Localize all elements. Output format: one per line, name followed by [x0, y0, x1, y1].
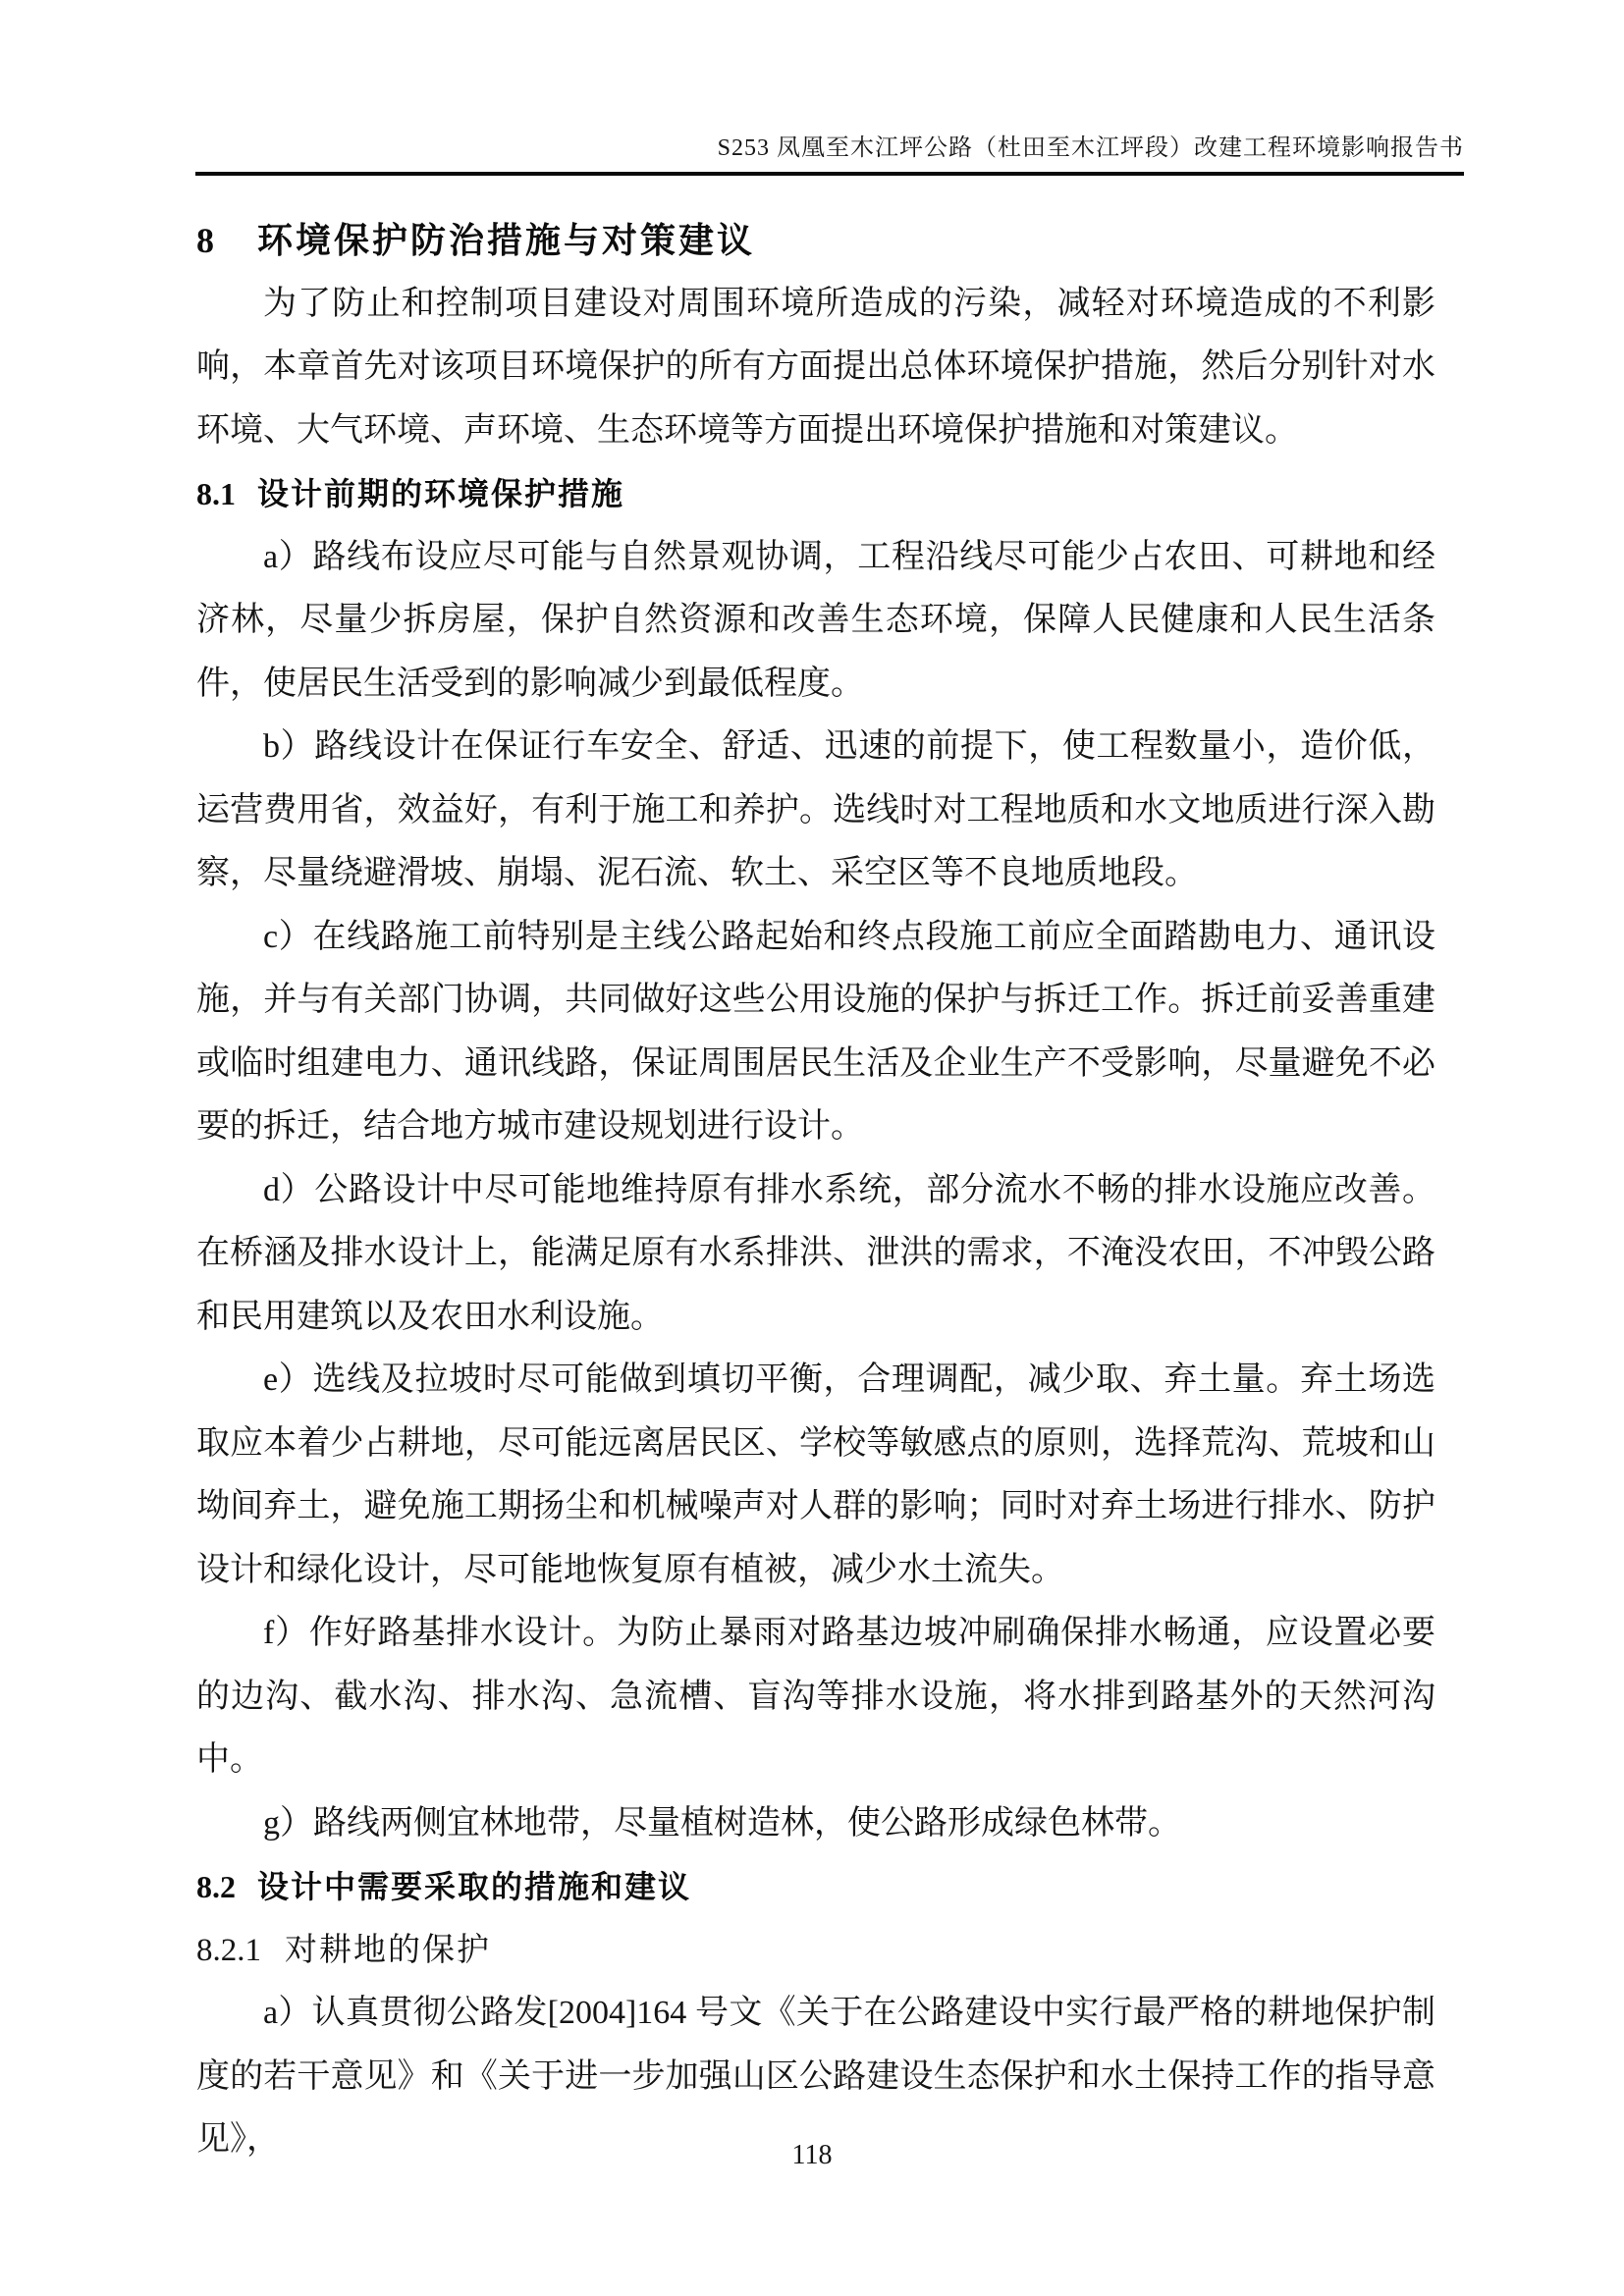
measure-item-e: e）选线及拉坡时尽可能做到填切平衡，合理调配，减少取、弃土量。弃土场选取应本着少占耕地，尽可能远离居民区、学校等敏感点的原则，选择荒沟、荒坡和山坳间弃土，避免施工期扬尘和机械噪声对人群的影响；同时对弃土场进行排水、防护设计和绿化设计，尽可能地恢复原有植被，减少水土流失。: [196, 1362, 1435, 1588]
measure-item-d: d）公路设计中尽可能地维持原有排水系统，部分流水不畅的排水设施应改善。在桥涵及排水设计上，能满足原有水系排洪、泄洪的需求，不淹没农田，不冲毁公路和民用建筑以及农田水利设施。: [196, 1171, 1435, 1335]
subsection-8-2-1-number: 8.2.1: [196, 1932, 261, 1968]
chapter-intro-paragraph: 为了防止和控制项目建设对周围环境所造成的污染，减轻对环境造成的不利影响，本章首先对该项目环境保护的所有方面提出总体环境保护措施，然后分别针对水环境、大气环境、声环境、生态环境等方面提出环境保护措施和对策建议。: [196, 285, 1435, 449]
measure-item-f: f）作好路基排水设计。为防止暴雨对路基边坡冲刷确保排水畅通，应设置必要的边沟、截水沟、排水沟、急流槽、盲沟等排水设施，将水排到路基外的天然河沟中。: [196, 1615, 1435, 1778]
chapter-heading: [196, 209, 1435, 273]
farmland-item-a: a）认真贯彻公路发[2004]164 号文《关于在公路建设中实行最严格的耕地保护制度的若干意见》和《关于进一步加强山区公路建设生态保护和水土保持工作的指导意见》，: [196, 1995, 1435, 2158]
chapter-number: 8: [196, 221, 214, 260]
page-content: [196, 209, 1435, 2172]
section-8-1-title: 设计前期的环境保护措施: [257, 476, 625, 511]
section-8-2-heading: [196, 1855, 1435, 1919]
subsection-8-2-1-title: 对耕地的保护: [285, 1932, 491, 1968]
subsection-8-2-1-heading: [196, 1919, 1435, 1983]
measure-item-a: a）路线布设应尽可能与自然景观协调，工程沿线尽可能少占农田、可耕地和经济林，尽量少拆房屋，保护自然资源和改善生态环境，保障人民健康和人民生活条件，使居民生活受到的影响减少到最低程度。: [196, 538, 1435, 702]
measure-item-c: c）在线路施工前特别是主线公路起始和终点段施工前应全面踏勘电力、通讯设施，并与有关部门协调，共同做好这些公用设施的保护与拆迁工作。拆迁前妥善重建或临时组建电力、通讯线路，保证周围居民生活及企业生产不受影响，尽量避免不必要的拆迁，结合地方城市建设规划进行设计。: [196, 918, 1435, 1145]
page-number: 118: [791, 2140, 833, 2170]
section-8-1-number: 8.1: [196, 476, 236, 511]
section-8-1-heading: [196, 462, 1435, 526]
measure-item-g: g）路线两侧宜林地带，尽量植树造林，使公路形成绿色林带。: [263, 1804, 1181, 1842]
measure-item-b: b）路线设计在保证行车安全、舒适、迅速的前提下，使工程数量小，造价低，运营费用省，效益好，有利于施工和养护。选线时对工程地质和水文地质进行深入勘察，尽量绕避滑坡、崩塌、泥石流、软土、采空区等不良地质地段。: [196, 728, 1435, 891]
running-header: S253 凤凰至木江坪公路（杜田至木江坪段）改建工程环境影响报告书: [195, 133, 1464, 176]
section-8-2-number: 8.2: [196, 1869, 236, 1904]
section-8-2-title: 设计中需要采取的措施和建议: [257, 1869, 692, 1904]
chapter-title: 环境保护防治措施与对策建议: [257, 220, 756, 260]
